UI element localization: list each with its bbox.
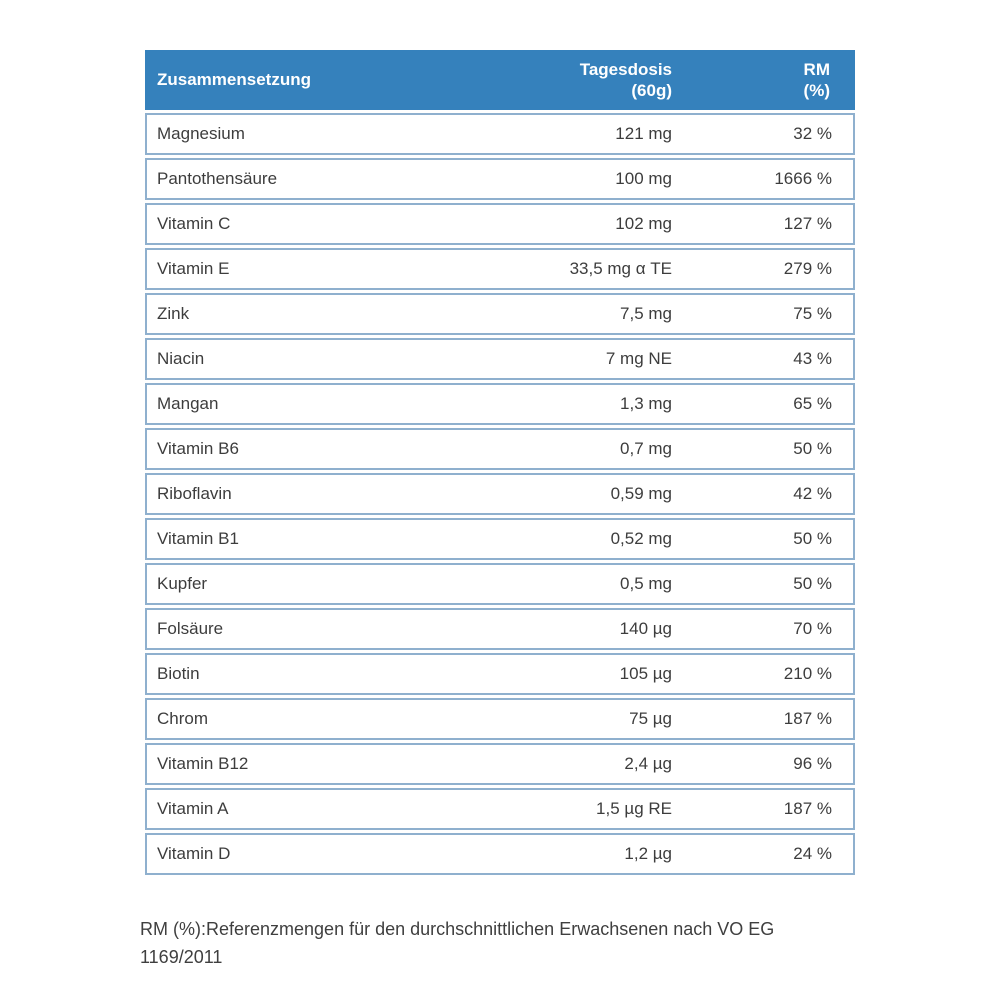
row-rm-percent-value: 32 % bbox=[793, 124, 832, 143]
row-daily-dose-value: 105 µg bbox=[619, 664, 672, 683]
header-daily-dose-line2: (60g) bbox=[631, 81, 672, 100]
row-nutrient-name: Pantothensäure bbox=[157, 169, 278, 188]
row-nutrient-name: Niacin bbox=[157, 349, 205, 368]
row-nutrient-name: Chrom bbox=[157, 709, 209, 728]
table-row bbox=[145, 563, 855, 605]
row-daily-dose-value: 0,59 mg bbox=[610, 484, 672, 503]
row-rm-percent-value: 187 % bbox=[783, 709, 832, 728]
row-rm-percent-value: 96 % bbox=[793, 754, 832, 773]
table-header-row bbox=[145, 50, 855, 110]
row-nutrient-name: Vitamin B6 bbox=[157, 439, 239, 458]
table-row bbox=[145, 203, 855, 245]
row-daily-dose-value: 1,5 µg RE bbox=[596, 799, 672, 818]
row-daily-dose-value: 33,5 mg α TE bbox=[569, 259, 672, 278]
table-row bbox=[145, 338, 855, 380]
table-row bbox=[145, 428, 855, 470]
row-nutrient-name: Kupfer bbox=[157, 574, 208, 593]
row-rm-percent-value: 75 % bbox=[793, 304, 832, 323]
row-rm-percent-value: 43 % bbox=[793, 349, 832, 368]
row-rm-percent-value: 127 % bbox=[783, 214, 832, 233]
row-nutrient-name: Vitamin E bbox=[157, 259, 230, 278]
nutrition-table bbox=[145, 50, 855, 878]
row-nutrient-name: Biotin bbox=[157, 664, 200, 683]
table-row bbox=[145, 383, 855, 425]
row-rm-percent-value: 65 % bbox=[793, 394, 832, 413]
row-nutrient-name: Zink bbox=[157, 304, 190, 323]
row-daily-dose-value: 0,5 mg bbox=[620, 574, 672, 593]
header-daily-dose bbox=[425, 59, 672, 102]
row-nutrient-name: Folsäure bbox=[157, 619, 224, 638]
row-daily-dose-value: 7,5 mg bbox=[620, 304, 672, 323]
row-rm-percent-value: 187 % bbox=[783, 799, 832, 818]
row-nutrient-name: Vitamin D bbox=[157, 844, 231, 863]
row-rm-percent-value: 70 % bbox=[793, 619, 832, 638]
table-row bbox=[145, 113, 855, 155]
header-composition: Zusammensetzung bbox=[157, 70, 311, 90]
row-nutrient-name: Vitamin B1 bbox=[157, 529, 239, 548]
row-nutrient-name: Vitamin B12 bbox=[157, 754, 249, 773]
row-daily-dose-value: 0,7 mg bbox=[620, 439, 672, 458]
row-nutrient-name: Vitamin C bbox=[157, 214, 231, 233]
row-daily-dose-value: 2,4 µg bbox=[624, 754, 672, 773]
table-row bbox=[145, 473, 855, 515]
row-daily-dose-value: 1,3 mg bbox=[620, 394, 672, 413]
row-nutrient-name: Riboflavin bbox=[157, 484, 232, 503]
table-row bbox=[145, 743, 855, 785]
table-body bbox=[145, 113, 855, 875]
row-rm-percent-value: 50 % bbox=[793, 529, 832, 548]
header-rm bbox=[672, 59, 855, 102]
table-row bbox=[145, 833, 855, 875]
row-nutrient-name: Mangan bbox=[157, 394, 219, 413]
table-row bbox=[145, 698, 855, 740]
row-daily-dose-value: 0,52 mg bbox=[610, 529, 672, 548]
row-rm-percent-value: 50 % bbox=[793, 574, 832, 593]
row-daily-dose-value: 75 µg bbox=[629, 709, 672, 728]
header-rm-line2: (%) bbox=[803, 81, 830, 100]
row-rm-percent-value: 279 % bbox=[783, 259, 832, 278]
row-rm-percent-value: 24 % bbox=[793, 844, 832, 863]
table-row bbox=[145, 293, 855, 335]
table-row bbox=[145, 788, 855, 830]
table-row bbox=[145, 248, 855, 290]
table-row bbox=[145, 653, 855, 695]
rm-footnote: RM (%):Referenzmengen für den durchschnittlichen Erwachsenen nach VO EG 1169/2011 bbox=[140, 919, 775, 967]
table-row bbox=[145, 608, 855, 650]
header-daily-dose-line1: Tagesdosis bbox=[579, 59, 672, 79]
row-daily-dose-value: 100 mg bbox=[615, 169, 672, 188]
row-nutrient-name: Vitamin A bbox=[157, 799, 229, 818]
row-daily-dose-value: 1,2 µg bbox=[624, 844, 672, 863]
row-nutrient-name: Magnesium bbox=[157, 124, 245, 143]
row-rm-percent-value: 50 % bbox=[793, 439, 832, 458]
header-rm-line1: RM bbox=[803, 59, 830, 79]
table-row bbox=[145, 158, 855, 200]
row-rm-percent-value: 1666 % bbox=[774, 169, 832, 188]
row-daily-dose-value: 7 mg NE bbox=[605, 349, 672, 368]
row-daily-dose-value: 140 µg bbox=[619, 619, 672, 638]
table-row bbox=[145, 518, 855, 560]
row-daily-dose-value: 102 mg bbox=[615, 214, 672, 233]
row-rm-percent-value: 42 % bbox=[793, 484, 832, 503]
row-daily-dose-value: 121 mg bbox=[615, 124, 672, 143]
row-rm-percent-value: 210 % bbox=[783, 664, 832, 683]
